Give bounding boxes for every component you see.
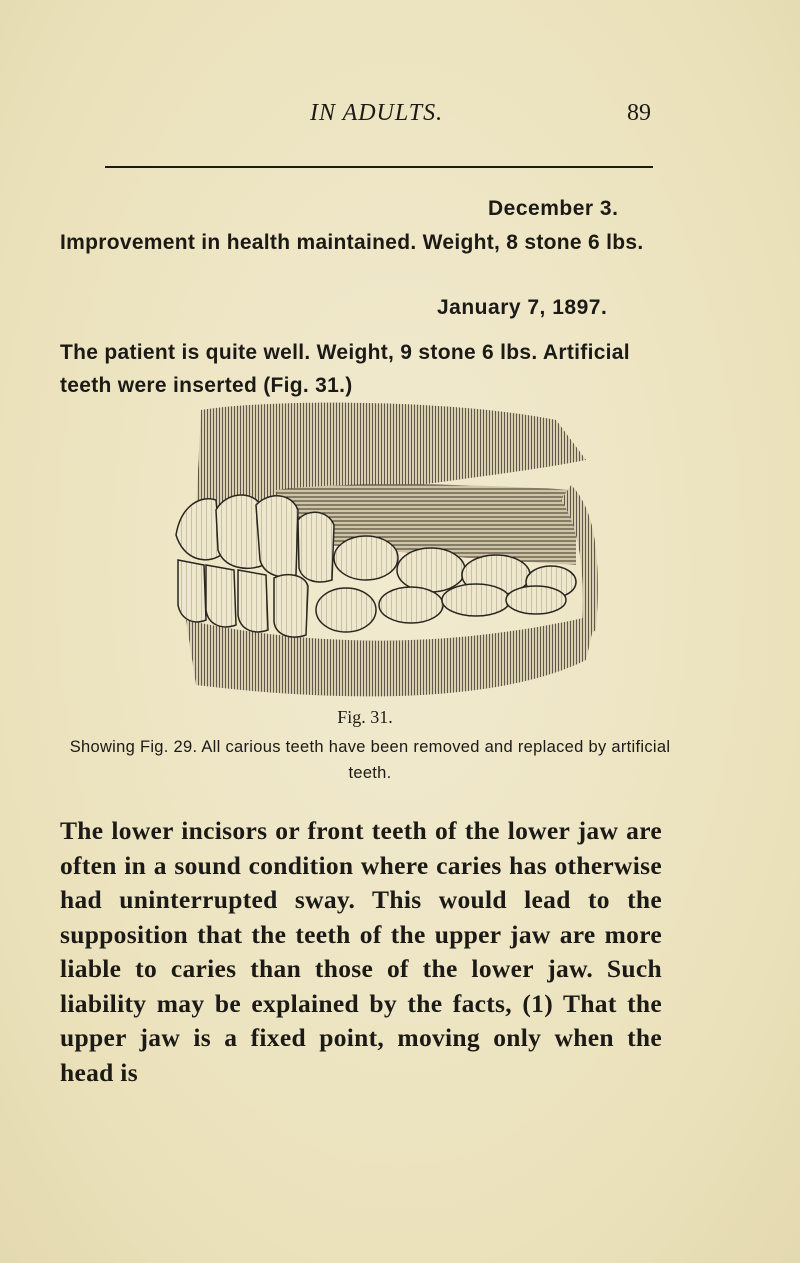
entry-date-january: January 7, 1897. bbox=[437, 296, 608, 319]
entry-text-december: Improvement in health maintained. Weight, 8 stone 6 lbs. bbox=[60, 231, 644, 254]
body-paragraph: The lower incisors or front teeth of the lower jaw are often in a sound condition where caries has otherwise had uninterrupted sway. This would lead to the supposition that the teeth of the upper jaw are more liable to caries than those of the lower jaw. Such liability may be explained by the facts, (1) That the upper jaw is a fixed point, moving only when the head is bbox=[60, 816, 662, 1087]
entry-date-december: December 3. bbox=[488, 197, 619, 220]
figure-label: Fig. 31. bbox=[337, 707, 393, 727]
header-rule bbox=[105, 166, 653, 168]
running-head: IN ADULTS. bbox=[310, 100, 444, 126]
teeth-illustration bbox=[156, 400, 616, 698]
page-number: 89 bbox=[627, 100, 651, 126]
figure-caption: Showing Fig. 29. All carious teeth have been removed and replaced by artificial teeth. bbox=[69, 738, 671, 782]
entry-text-january: The patient is quite well. Weight, 9 stone 6 lbs. Artificial teeth were inserted (Fig. 31.) bbox=[60, 341, 630, 397]
